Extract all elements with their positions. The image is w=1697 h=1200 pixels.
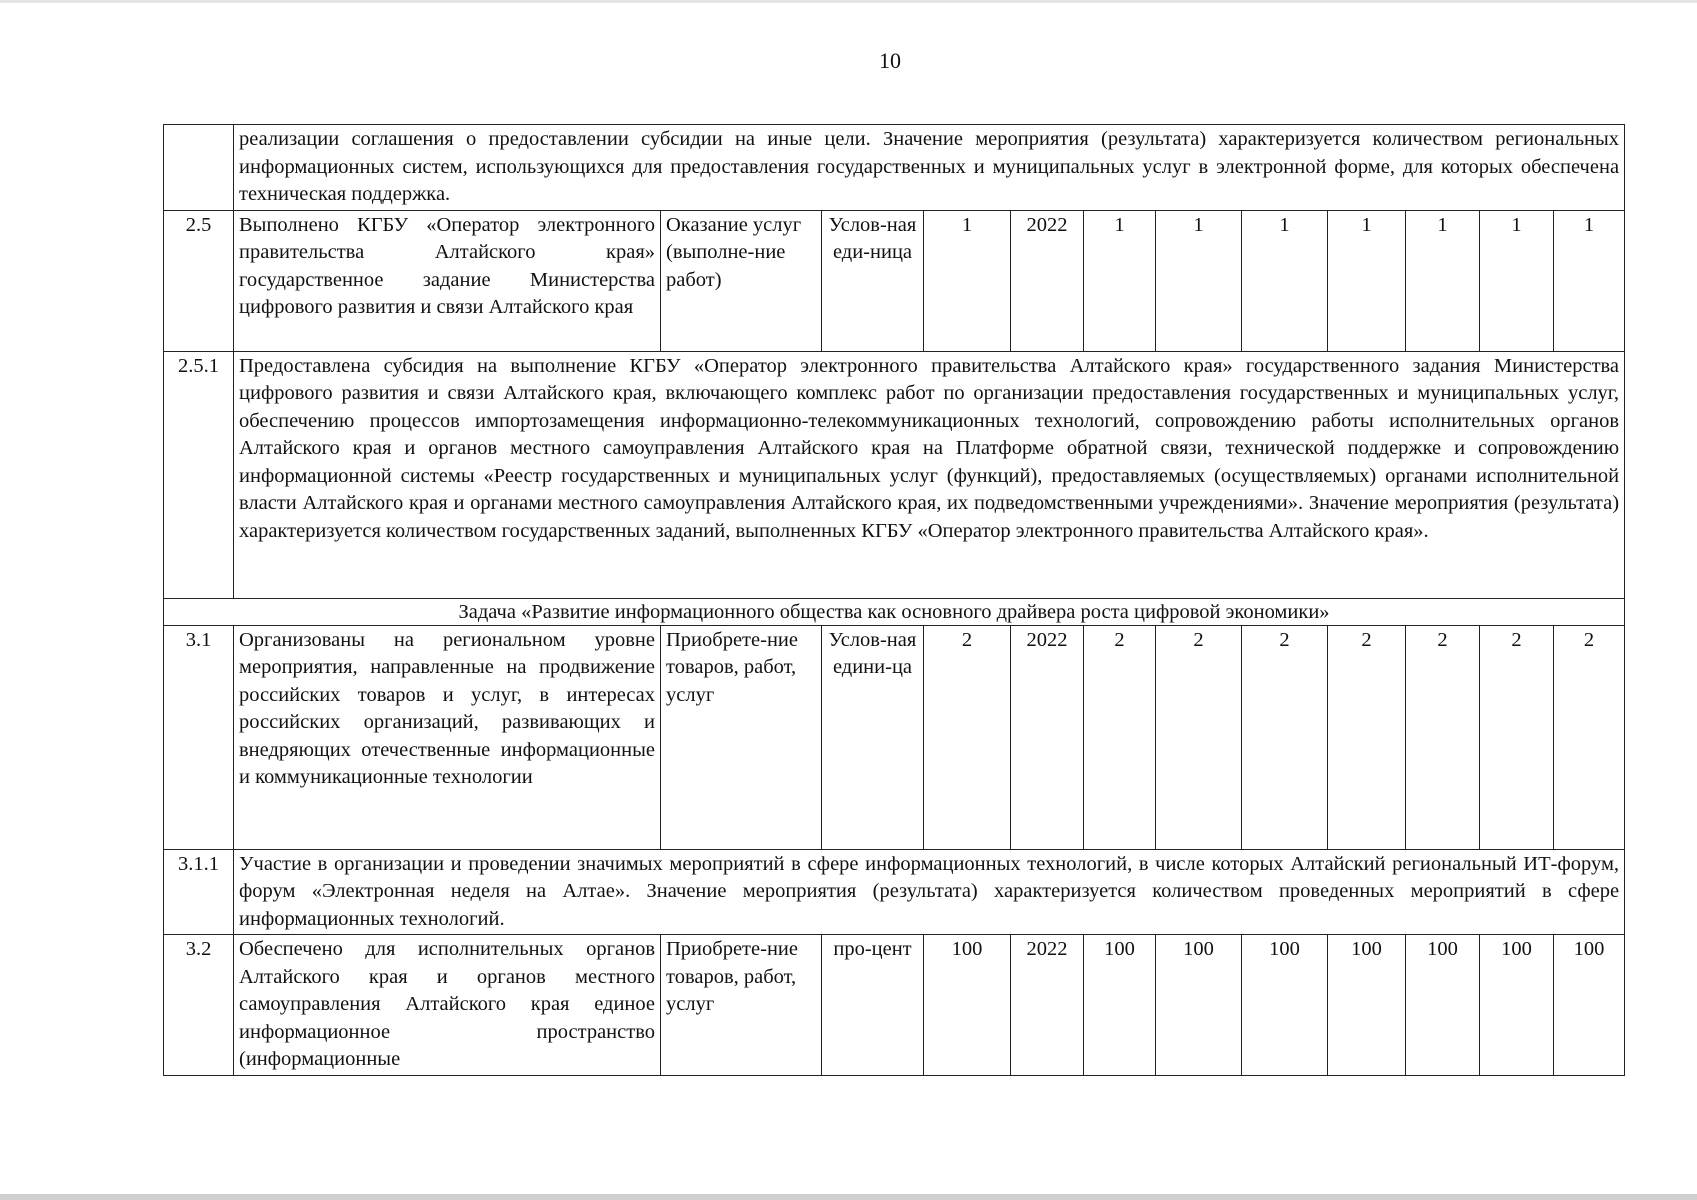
base-year-cell: 2022 [1011,625,1084,849]
value-cell: 1 [1554,210,1625,351]
table-row [164,125,1625,211]
task-header-row [164,598,1625,625]
value-cell: 1 [1406,210,1480,351]
row-number-cell: 3.2 [164,935,234,1076]
table-row [164,210,1625,351]
value-cell: 2 [1084,625,1156,849]
base-value-cell: 2 [924,625,1011,849]
value-cell: 1 [1328,210,1406,351]
row-number-cell [164,125,234,211]
value-cell: 1 [1242,210,1328,351]
value-cell: 2 [1156,625,1242,849]
unit-cell: про-цент [822,935,924,1076]
value-cell: 100 [1084,935,1156,1076]
value-cell: 2 [1480,625,1554,849]
value-cell: 100 [1554,935,1625,1076]
task-title: Задача «Развитие информационного общества как основного драйвера роста цифровой экономики» [164,598,1625,625]
value-cell: 2 [1554,625,1625,849]
value-cell: 100 [1480,935,1554,1076]
row-number-cell: 2.5.1 [164,351,234,598]
activities-table [163,124,1625,1076]
description-cell: Участие в организации и проведении значимых мероприятий в сфере информационных технологий, в числе которых Алтайский региональный ИТ-форум, форум «Электронная неделя на Алтае». Значение мероприятия (результата) характеризуется количеством проведенных мероприятий в сфере информационных технологий. [234,849,1625,935]
activity-type-cell: Оказание услуг (выполне-ние работ) [661,210,822,351]
value-cell: 1 [1156,210,1242,351]
value-cell: 2 [1328,625,1406,849]
value-cell: 100 [1328,935,1406,1076]
activity-name-cell: Организованы на региональном уровне мероприятия, направленные на продвижение российских товаров и услуг, в интересах российских организаций, развивающих и внедряющих отечественные информационные и коммуникационные технологии [234,625,661,849]
value-cell: 1 [1480,210,1554,351]
row-number-cell: 2.5 [164,210,234,351]
base-year-cell: 2022 [1011,935,1084,1076]
activity-type-cell: Приобрете-ние товаров, работ, услуг [661,935,822,1076]
value-cell: 2 [1242,625,1328,849]
row-number-cell: 3.1 [164,625,234,849]
page-top-edge [0,0,1697,3]
value-cell: 1 [1084,210,1156,351]
value-cell: 100 [1406,935,1480,1076]
value-cell: 2 [1406,625,1480,849]
description-cell: реализации соглашения о предоставлении субсидии на иные цели. Значение мероприятия (результата) характеризуется количеством региональных информационных систем, использующихся для предоставления государственных и муниципальных услуг в электронной форме, для которых обеспечена техническая поддержка. [234,125,1625,211]
page-bottom-edge [0,1194,1697,1200]
table-row [164,935,1625,1076]
row-number-cell: 3.1.1 [164,849,234,935]
activity-type-cell: Приобрете-ние товаров, работ, услуг [661,625,822,849]
base-value-cell: 100 [924,935,1011,1076]
base-value-cell: 1 [924,210,1011,351]
unit-cell: Услов-ная еди-ница [822,210,924,351]
table-row [164,849,1625,935]
unit-cell: Услов-ная едини-ца [822,625,924,849]
value-cell: 100 [1242,935,1328,1076]
value-cell: 100 [1156,935,1242,1076]
page-number: 10 [879,48,901,73]
table-row [164,351,1625,598]
base-year-cell: 2022 [1011,210,1084,351]
table-row [164,625,1625,849]
activity-name-cell: Выполнено КГБУ «Оператор электронного правительства Алтайского края» государственное задание Министерства цифрового развития и связи Алтайского края [234,210,661,351]
activity-name-cell: Обеспечено для исполнительных органов Алтайского края и органов местного самоуправления Алтайского края единое информационное пространство (информационные [234,935,661,1076]
description-cell: Предоставлена субсидия на выполнение КГБУ «Оператор электронного правительства Алтайского края» государственного задания Министерства цифрового развития и связи Алтайского края, включающего комплекс работ по организации предоставления государственных и муниципальных услуг, обеспечению процессов импортозамещения информационно-телекоммуникационных технологий, сопровождению работы исполнительных органов Алтайского края и органов местного самоуправления Алтайского края на Платформе обратной связи, технической поддержке и сопровождению информационной системы «Реестр государственных и муниципальных услуг (функций), предоставляемых (осуществляемых) органами исполнительной власти Алтайского края и органами местного самоуправления Алтайского края, их подведомственными учреждениями». Значение мероприятия (результата) характеризуется количеством государственных заданий, выполненных КГБУ «Оператор электронного правительства Алтайского края». [234,351,1625,598]
